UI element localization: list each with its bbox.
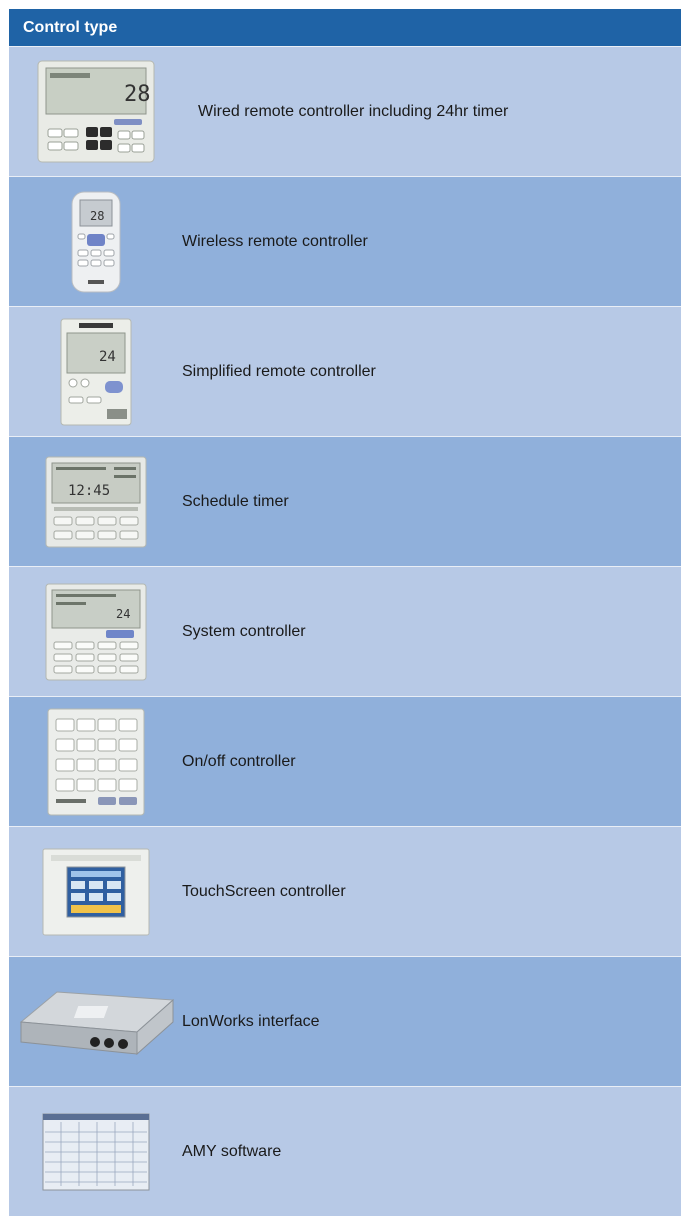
simplified-remote-controller-icon (59, 317, 133, 427)
row-label: AMY software (182, 1142, 282, 1160)
wireless-remote-controller-icon (68, 190, 124, 294)
table-row (9, 436, 681, 566)
row-label: On/off controller (182, 752, 296, 770)
system-controller-icon (44, 582, 148, 682)
svg-text:28: 28 (89, 208, 104, 223)
touchscreen-controller-icon (41, 847, 151, 937)
control-type-table (9, 9, 681, 1216)
row-label: Wired remote controller including 24hr timer (198, 102, 509, 120)
table-row (9, 826, 681, 956)
schedule-timer-icon (44, 455, 148, 549)
row-label: Schedule timer (182, 492, 289, 510)
wired-remote-controller-icon (36, 59, 156, 164)
row-label: Simplified remote controller (182, 362, 376, 380)
table-row (9, 176, 681, 306)
svg-text:28: 28 (123, 82, 150, 107)
on-off-controller-icon (46, 707, 146, 817)
table-row (9, 696, 681, 826)
amy-software-icon (41, 1112, 151, 1192)
svg-text:24: 24 (115, 606, 130, 621)
row-label: LonWorks interface (182, 1012, 320, 1030)
table-header: Control type (9, 9, 681, 46)
lonworks-interface-icon (17, 982, 175, 1062)
svg-text:24: 24 (98, 348, 116, 365)
row-label: Wireless remote controller (182, 232, 368, 250)
row-label: System controller (182, 622, 306, 640)
row-label: TouchScreen controller (182, 882, 346, 900)
table-row (9, 566, 681, 696)
table-row (9, 956, 681, 1086)
table-row (9, 46, 681, 176)
table-row (9, 1086, 681, 1216)
svg-text:12:45: 12:45 (67, 482, 110, 499)
table-row (9, 306, 681, 436)
